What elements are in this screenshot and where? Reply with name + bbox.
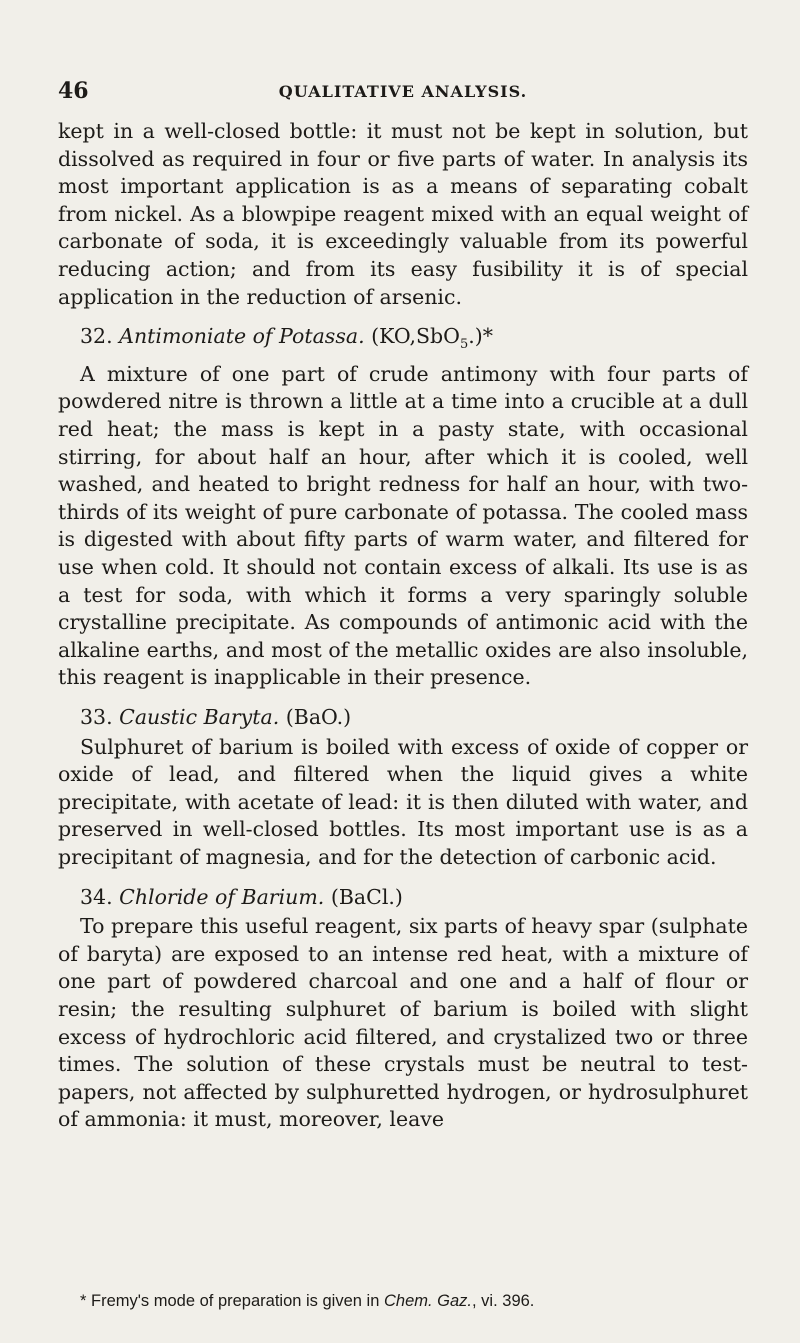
footnote-citation: , vi. 396. xyxy=(472,1292,535,1310)
section-formula: (BaCl.) xyxy=(330,884,403,909)
paragraph: To prepare this useful reagent, six parts of heavy spar (sulphate of baryta) are exposed to an intense red heat, with a mixture of one part of powdered charcoal and one and a half of flour or resin; the resulting sulphuret of barium is boiled with slight excess of hydrochloric acid filtered, and crystalized two or three times. The solution of these crystals must be neutral to test-papers, not affected by sulphuretted hydrogen, or hydrosulphuret of ammonia: it must, moreover, leave xyxy=(58,914,748,1132)
section-heading-33 xyxy=(58,704,748,732)
paragraph: A mixture of one part of crude antimony with four parts of powdered nitre is thrown a little at a time into a crucible at a dull red heat; the mass is kept in a pasty state, with occasional stirring, for about half an hour, after which it is cooled, well washed, and heated to bright redness for half an hour, with two-thirds of its weight of pure carbonate of potassa. The cooled mass is digested with about fifty parts of warm water, and filtered for use when cold. It should not contain excess of alkali. Its use is as a test for soda, with which it forms a very sparingly soluble crystalline precipitate. As compounds of antimonic acid with the alkaline earths, and most of the metallic oxides are also insoluble, this reagent is inapplicable in their presence. xyxy=(58,361,748,690)
running-head: QUALITATIVE ANALYSIS. xyxy=(278,82,528,101)
section-title: Antimoniate of Potassa. xyxy=(119,324,365,349)
section-number: 32. xyxy=(80,324,113,349)
section-formula: (KO,SbO$_5$.)* xyxy=(371,324,494,353)
paragraph: Sulphuret of barium is boiled with excess of oxide of copper or oxide of lead, and filtered when the liquid gives a white precipitate, with acetate of lead: it is then diluted with water, and preserved in well-closed bottles. Its most important use is as a precipitant of magnesia, and for the detection of carbonic acid. xyxy=(58,734,748,869)
footnote-text: Fremy's mode of preparation is given in xyxy=(91,1292,380,1310)
section-number: 34. xyxy=(80,884,113,909)
body-text xyxy=(58,118,748,1134)
paragraph: kept in a well-closed bottle: it must not be kept in solution, but dissolved as required in four or five parts of water. In analysis its most important application is as a means of separating cobalt from nickel. As a blowpipe reagent mixed with an equal weight of carbonate of soda, it is exceedingly valuable from its powerful reducing action; and from its easy fusibility it is of special application in the reduction of arsenic. xyxy=(58,119,748,309)
section-formula: (BaO.) xyxy=(285,704,352,729)
page-number: 46 xyxy=(58,78,89,104)
section-number: 33. xyxy=(80,704,113,729)
section-heading-34 xyxy=(58,884,748,912)
section-heading-32 xyxy=(58,323,748,359)
footnote-mark: * xyxy=(80,1292,87,1310)
footnote xyxy=(80,1292,740,1311)
section-title: Chloride of Barium. xyxy=(119,884,325,909)
page-header xyxy=(58,78,748,108)
section-title: Caustic Baryta. xyxy=(119,704,280,729)
footnote-source: Chem. Gaz. xyxy=(383,1292,473,1310)
